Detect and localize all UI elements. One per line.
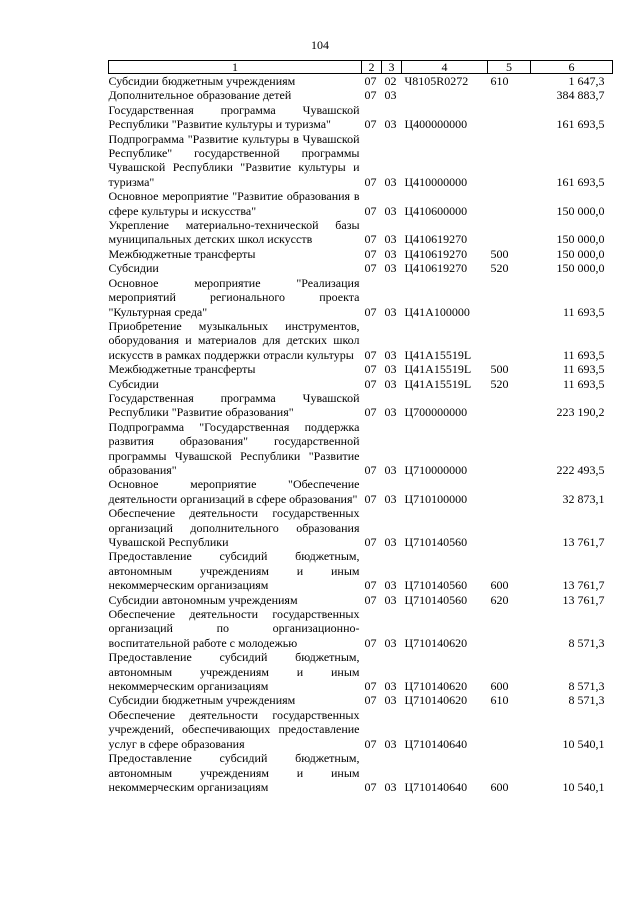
section-code-cell: 07 [364, 347, 377, 362]
row-name-cell: Государственная программа Чувашской Республики "Развитие образования" [108, 390, 360, 420]
section-code-cell: 07 [364, 736, 377, 751]
expense-type-cell [488, 391, 531, 420]
expense-type-cell: 620 [490, 592, 509, 607]
target-article-cell: Ц410619270 [404, 246, 468, 261]
amount-cell: 11 693,5 [562, 347, 605, 362]
section-code-cell: 07 [364, 362, 377, 377]
table-row [109, 362, 613, 376]
expense-type-cell [488, 607, 531, 650]
expense-type-cell: 600 [490, 779, 509, 794]
subsection-code-cell: 03 [384, 232, 397, 247]
target-article-cell: Ц710000000 [404, 462, 468, 477]
subsection-code-cell: 03 [384, 578, 397, 593]
amount-cell: 13 761,7 [562, 592, 605, 607]
subsection-code-cell: 03 [384, 304, 397, 319]
amount-cell: 222 493,5 [556, 462, 605, 477]
target-article-cell: Ц410619270 [404, 232, 468, 247]
row-name-cell: Подпрограмма "Государственная поддержка развития образования" государственной программы Чувашской Республики "Развитие образования" [108, 419, 360, 477]
table-row [109, 276, 613, 319]
row-name-cell: Предоставление субсидий бюджетным, автономным учреждениям и иным некоммерческим организациям [108, 549, 360, 593]
subsection-code-cell: 03 [384, 693, 397, 708]
target-article-cell: Ц41А15519L [404, 362, 472, 377]
expense-type-cell: 500 [490, 246, 509, 261]
expense-type-cell [488, 477, 531, 506]
subsection-code-cell: 03 [384, 679, 397, 694]
section-code-cell: 07 [364, 592, 377, 607]
section-code-cell: 07 [364, 679, 377, 694]
section-code-cell: 07 [364, 405, 377, 420]
amount-cell: 150 000,0 [556, 232, 605, 247]
target-article-cell: Ч8105R0272 [404, 74, 469, 88]
expense-type-cell: 600 [490, 679, 509, 694]
subsection-code-cell: 03 [384, 635, 397, 650]
table-row [109, 319, 613, 362]
subsection-code-cell: 03 [384, 362, 397, 377]
column-header-5: 5 [488, 61, 531, 74]
section-code-cell: 07 [364, 232, 377, 247]
budget-table [108, 60, 613, 794]
section-code-cell: 07 [364, 74, 377, 88]
section-code-cell: 07 [364, 304, 377, 319]
expense-type-cell: 600 [490, 578, 509, 593]
row-name-cell: Субсидии [108, 376, 159, 391]
row-name-cell: Основное мероприятие "Развитие образования в сфере культуры и искусства" [108, 189, 360, 218]
table-row [109, 593, 613, 607]
row-name-cell: Государственная программа Чувашской Республики "Развитие культуры и туризма" [108, 102, 360, 132]
amount-cell: 13 761,7 [562, 578, 605, 593]
target-article-cell: Ц710140640 [404, 736, 468, 751]
expense-type-cell [488, 103, 531, 132]
expense-type-cell [488, 88, 531, 102]
subsection-code-cell: 03 [384, 203, 397, 218]
target-article-cell: Ц700000000 [404, 405, 468, 420]
table-row [109, 189, 613, 218]
row-name-cell: Субсидии [108, 261, 159, 276]
row-name-cell: Субсидии автономным учреждениям [108, 592, 298, 607]
amount-cell: 13 761,7 [562, 535, 605, 549]
target-article-cell: Ц41А15519L [404, 347, 472, 362]
section-code-cell: 07 [364, 376, 377, 391]
row-name-cell: Основное мероприятие "Обеспечение деятельности организаций в сфере образования" [108, 477, 360, 506]
target-article-cell: Ц400000000 [404, 117, 468, 132]
row-name-cell: Подпрограмма "Развитие культуры в Чувашской Республике" государственной программы Чувашской Республики "Развитие культуры и туризма" [108, 131, 360, 189]
target-article-cell: Ц710140560 [404, 592, 468, 607]
expense-type-cell [488, 189, 531, 218]
target-article-cell: Ц410600000 [404, 203, 468, 218]
target-article-cell: Ц710140620 [404, 635, 468, 650]
section-code-cell: 07 [364, 174, 377, 189]
section-code-cell: 07 [364, 246, 377, 261]
section-code-cell: 07 [364, 261, 377, 276]
target-article-cell: Ц410000000 [404, 174, 468, 189]
table-row [109, 261, 613, 275]
amount-cell: 1 647,3 [568, 74, 605, 88]
subsection-code-cell: 03 [384, 117, 397, 132]
expense-type-cell: 520 [490, 261, 509, 276]
expense-type-cell [488, 420, 531, 478]
expense-type-cell: 610 [490, 74, 509, 88]
table-row [109, 247, 613, 261]
row-name-cell: Обеспечение деятельности государственных учреждений, обеспечивающих предоставление услуг в сфере образования [108, 707, 360, 751]
expense-type-cell [488, 708, 531, 751]
row-name-cell: Укрепление материально-технической базы муниципальных детских школ искусств [108, 218, 360, 247]
amount-cell: 10 540,1 [562, 779, 605, 794]
expense-type-cell [488, 218, 531, 247]
target-article-cell: Ц710140620 [404, 679, 468, 694]
table-row [109, 377, 613, 391]
section-code-cell: 07 [364, 491, 377, 506]
section-code-cell: 07 [364, 117, 377, 132]
subsection-code-cell: 03 [384, 405, 397, 420]
amount-cell: 10 540,1 [562, 736, 605, 751]
table-row [109, 88, 613, 102]
subsection-code-cell: 03 [384, 535, 397, 549]
target-article-cell: Ц410619270 [404, 261, 468, 276]
subsection-code-cell: 03 [384, 246, 397, 261]
section-code-cell: 07 [364, 779, 377, 794]
subsection-code-cell: 03 [384, 347, 397, 362]
column-header-1: 1 [109, 61, 362, 74]
subsection-code-cell: 03 [384, 592, 397, 607]
row-name-cell: Обеспечение деятельности государственных организаций дополнительного образования Чувашской Республики [108, 506, 360, 549]
header-row [109, 61, 613, 74]
subsection-code-cell: 03 [384, 174, 397, 189]
amount-cell: 8 571,3 [568, 679, 605, 694]
target-article-cell: Ц710140560 [404, 578, 468, 593]
amount-cell: 11 693,5 [562, 362, 605, 377]
table-row [109, 103, 613, 132]
section-code-cell: 07 [364, 535, 377, 549]
row-name-cell: Обеспечение деятельности государственных организаций по организационно-воспитательной работе с молодежью [108, 607, 360, 650]
amount-cell: 384 883,7 [556, 88, 605, 103]
column-header-3: 3 [382, 61, 402, 74]
row-name-cell: Межбюджетные трансферты [108, 246, 256, 261]
table-row [109, 708, 613, 751]
target-article-cell [402, 88, 488, 102]
amount-cell: 150 000,0 [556, 246, 605, 261]
table-row [109, 218, 613, 247]
amount-cell: 161 693,5 [556, 117, 605, 132]
amount-cell: 161 693,5 [556, 174, 605, 189]
section-code-cell: 07 [364, 88, 377, 103]
table-row [109, 132, 613, 190]
amount-cell: 11 693,5 [562, 376, 605, 391]
table-row [109, 650, 613, 693]
target-article-cell: Ц710140620 [404, 693, 468, 708]
table-row [109, 391, 613, 420]
column-header-4: 4 [402, 61, 488, 74]
row-name-cell: Предоставление субсидий бюджетным, автономным учреждениям и иным некоммерческим организациям [108, 751, 360, 794]
expense-type-cell [488, 276, 531, 319]
table-row [109, 420, 613, 478]
target-article-cell: Ц710140560 [404, 535, 468, 549]
row-name-cell: Предоставление субсидий бюджетным, автономным учреждениям и иным некоммерческим организациям [108, 650, 360, 694]
row-name-cell: Межбюджетные трансферты [108, 362, 256, 377]
target-article-cell: Ц41А100000 [404, 304, 470, 319]
subsection-code-cell: 03 [384, 779, 397, 794]
expense-type-cell [488, 319, 531, 362]
section-code-cell: 07 [364, 203, 377, 218]
section-code-cell: 07 [364, 635, 377, 650]
amount-cell: 32 873,1 [562, 491, 605, 506]
row-name-cell: Основное мероприятие "Реализация мероприятий регионального проекта "Культурная среда" [108, 275, 360, 319]
subsection-code-cell: 03 [384, 491, 397, 506]
expense-type-cell: 520 [490, 376, 509, 391]
row-name-cell: Дополнительное образование детей [108, 88, 292, 103]
row-name-cell: Субсидии бюджетным учреждениям [108, 74, 296, 88]
target-article-cell: Ц710100000 [404, 491, 468, 506]
section-code-cell: 07 [364, 693, 377, 708]
column-header-6: 6 [531, 61, 613, 74]
expense-type-cell: 610 [490, 693, 509, 708]
page-number: 104 [311, 38, 329, 52]
table-row [109, 74, 613, 89]
table-header [109, 61, 613, 74]
section-code-cell: 07 [364, 578, 377, 593]
subsection-code-cell: 02 [384, 74, 397, 88]
target-article-cell: Ц710140640 [404, 779, 468, 794]
table-body [109, 74, 613, 795]
target-article-cell: Ц41А15519L [404, 376, 472, 391]
table-row [109, 477, 613, 506]
amount-cell: 150 000,0 [556, 261, 605, 276]
table-row [109, 693, 613, 707]
subsection-code-cell: 03 [384, 462, 397, 477]
table-row [109, 607, 613, 650]
subsection-code-cell: 03 [384, 88, 397, 103]
amount-cell: 8 571,3 [568, 635, 605, 650]
subsection-code-cell: 03 [384, 376, 397, 391]
amount-cell: 223 190,2 [556, 405, 605, 420]
amount-cell: 11 693,5 [562, 304, 605, 319]
table-row [109, 506, 613, 549]
section-code-cell: 07 [364, 462, 377, 477]
column-header-2: 2 [362, 61, 382, 74]
amount-cell: 8 571,3 [568, 693, 605, 708]
expense-type-cell [488, 506, 531, 549]
row-name-cell: Приобретение музыкальных инструментов, оборудования и материалов для детских школ искусств в рамках поддержки отрасли культуры [108, 318, 360, 362]
subsection-code-cell: 03 [384, 261, 397, 276]
expense-type-cell: 500 [490, 362, 509, 377]
table-row [109, 751, 613, 794]
amount-cell: 150 000,0 [556, 203, 605, 218]
row-name-cell: Субсидии бюджетным учреждениям [108, 693, 296, 708]
subsection-code-cell: 03 [384, 736, 397, 751]
expense-type-cell [488, 132, 531, 190]
table-row [109, 549, 613, 592]
